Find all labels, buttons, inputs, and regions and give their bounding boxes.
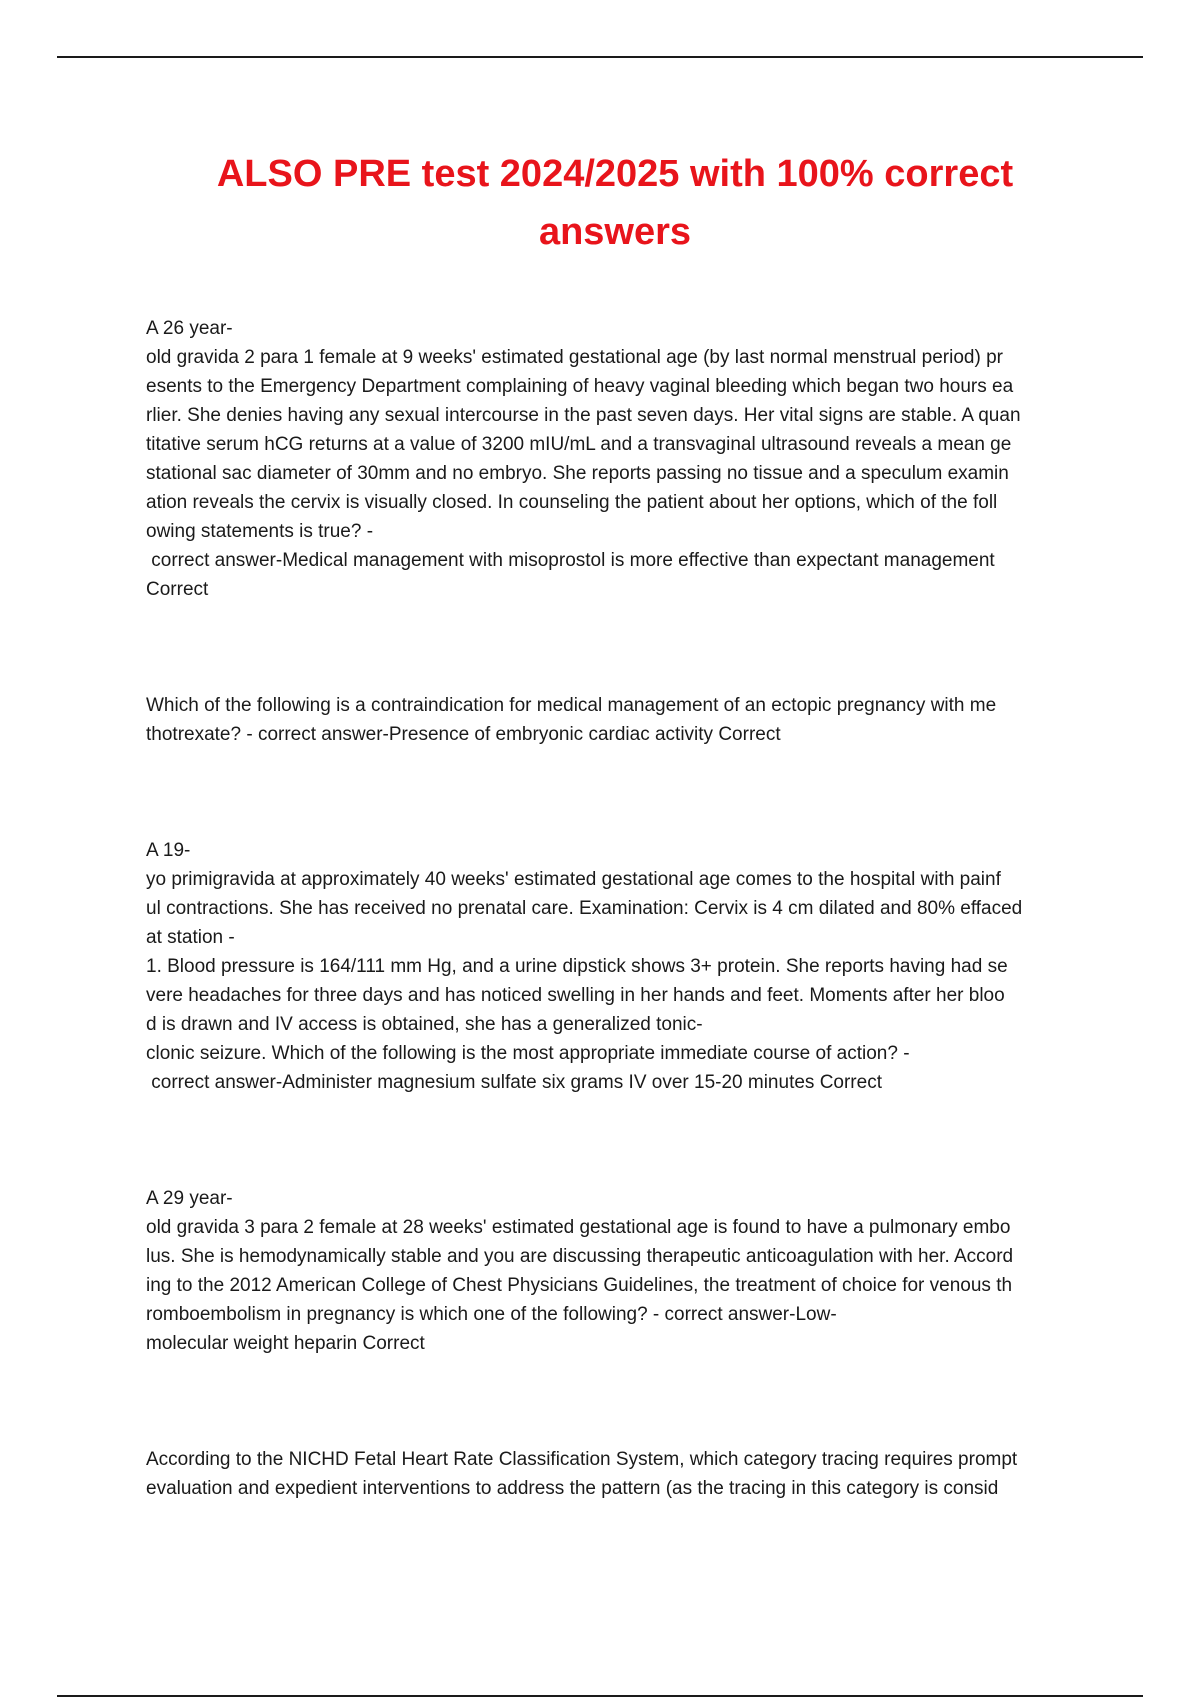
text-line: A 29 year- bbox=[146, 1188, 233, 1209]
top-divider bbox=[57, 56, 1143, 58]
text-line: old gravida 2 para 1 female at 9 weeks' estimated gestational age (by last normal menstrual period) pr bbox=[146, 347, 1003, 368]
answer-line: thotrexate? - correct answer-Presence of embryonic cardiac activity Correct bbox=[146, 724, 781, 745]
text-line: romboembolism in pregnancy is which one of the following? - correct answer-Low- bbox=[146, 1304, 837, 1325]
text-line: A 26 year- bbox=[146, 318, 233, 339]
text-line: stational sac diameter of 30mm and no embryo. She reports passing no tissue and a speculum examin bbox=[146, 463, 1009, 484]
text-line: rlier. She denies having any sexual intercourse in the past seven days. Her vital signs are stable. A quan bbox=[146, 405, 1021, 426]
text-line: yo primigravida at approximately 40 weeks' estimated gestational age comes to the hospital with painf bbox=[146, 869, 1001, 890]
question-list bbox=[146, 314, 1096, 1590]
text-line: According to the NICHD Fetal Heart Rate Classification System, which category tracing requires prompt bbox=[146, 1449, 1018, 1470]
text-line: ation reveals the cervix is visually closed. In counseling the patient about her options, which of the foll bbox=[146, 492, 998, 513]
answer-line: correct answer-Medical management with misoprostol is more effective than expectant management bbox=[146, 550, 995, 571]
answer-line: molecular weight heparin Correct bbox=[146, 1333, 425, 1354]
question-block-3 bbox=[146, 836, 1096, 1097]
title-line-2: answers bbox=[538, 211, 692, 253]
question-block-1 bbox=[146, 314, 1096, 604]
document-title bbox=[120, 145, 1110, 261]
text-line: titative serum hCG returns at a value of 3200 mIU/mL and a transvaginal ultrasound reveals a mean ge bbox=[146, 434, 1012, 455]
answer-line: Correct bbox=[146, 579, 209, 600]
text-line: ing to the 2012 American College of Chest Physicians Guidelines, the treatment of choice for venous th bbox=[146, 1275, 1013, 1296]
question-block-2 bbox=[146, 691, 1096, 749]
text-line: esents to the Emergency Department complaining of heavy vaginal bleeding which began two hours ea bbox=[146, 376, 1014, 397]
text-line: clonic seizure. Which of the following is the most appropriate immediate course of action? - bbox=[146, 1043, 910, 1064]
question-block-4 bbox=[146, 1184, 1096, 1358]
text-line: old gravida 3 para 2 female at 28 weeks' estimated gestational age is found to have a pulmonary embo bbox=[146, 1217, 1011, 1238]
text-line: vere headaches for three days and has noticed swelling in her hands and feet. Moments after her bloo bbox=[146, 985, 1005, 1006]
text-line: lus. She is hemodynamically stable and you are discussing therapeutic anticoagulation with her. Accord bbox=[146, 1246, 1014, 1267]
title-line-1: ALSO PRE test 2024/2025 with 100% correct bbox=[216, 153, 1014, 195]
text-line: Which of the following is a contraindication for medical management of an ectopic pregnancy with me bbox=[146, 695, 997, 716]
bottom-divider bbox=[57, 1695, 1143, 1697]
text-line: owing statements is true? - bbox=[146, 521, 374, 542]
text-line: evaluation and expedient interventions to address the pattern (as the tracing in this category is consid bbox=[146, 1478, 999, 1499]
text-line: 1. Blood pressure is 164/111 mm Hg, and a urine dipstick shows 3+ protein. She reports having had se bbox=[146, 956, 1008, 977]
answer-line: correct answer-Administer magnesium sulfate six grams IV over 15-20 minutes Correct bbox=[146, 1072, 882, 1093]
text-line: ul contractions. She has received no prenatal care. Examination: Cervix is 4 cm dilated and 80% effaced bbox=[146, 898, 1023, 919]
text-line: d is drawn and IV access is obtained, she has a generalized tonic- bbox=[146, 1014, 703, 1035]
text-line: at station - bbox=[146, 927, 235, 948]
question-block-5 bbox=[146, 1445, 1096, 1503]
text-line: A 19- bbox=[146, 840, 191, 861]
